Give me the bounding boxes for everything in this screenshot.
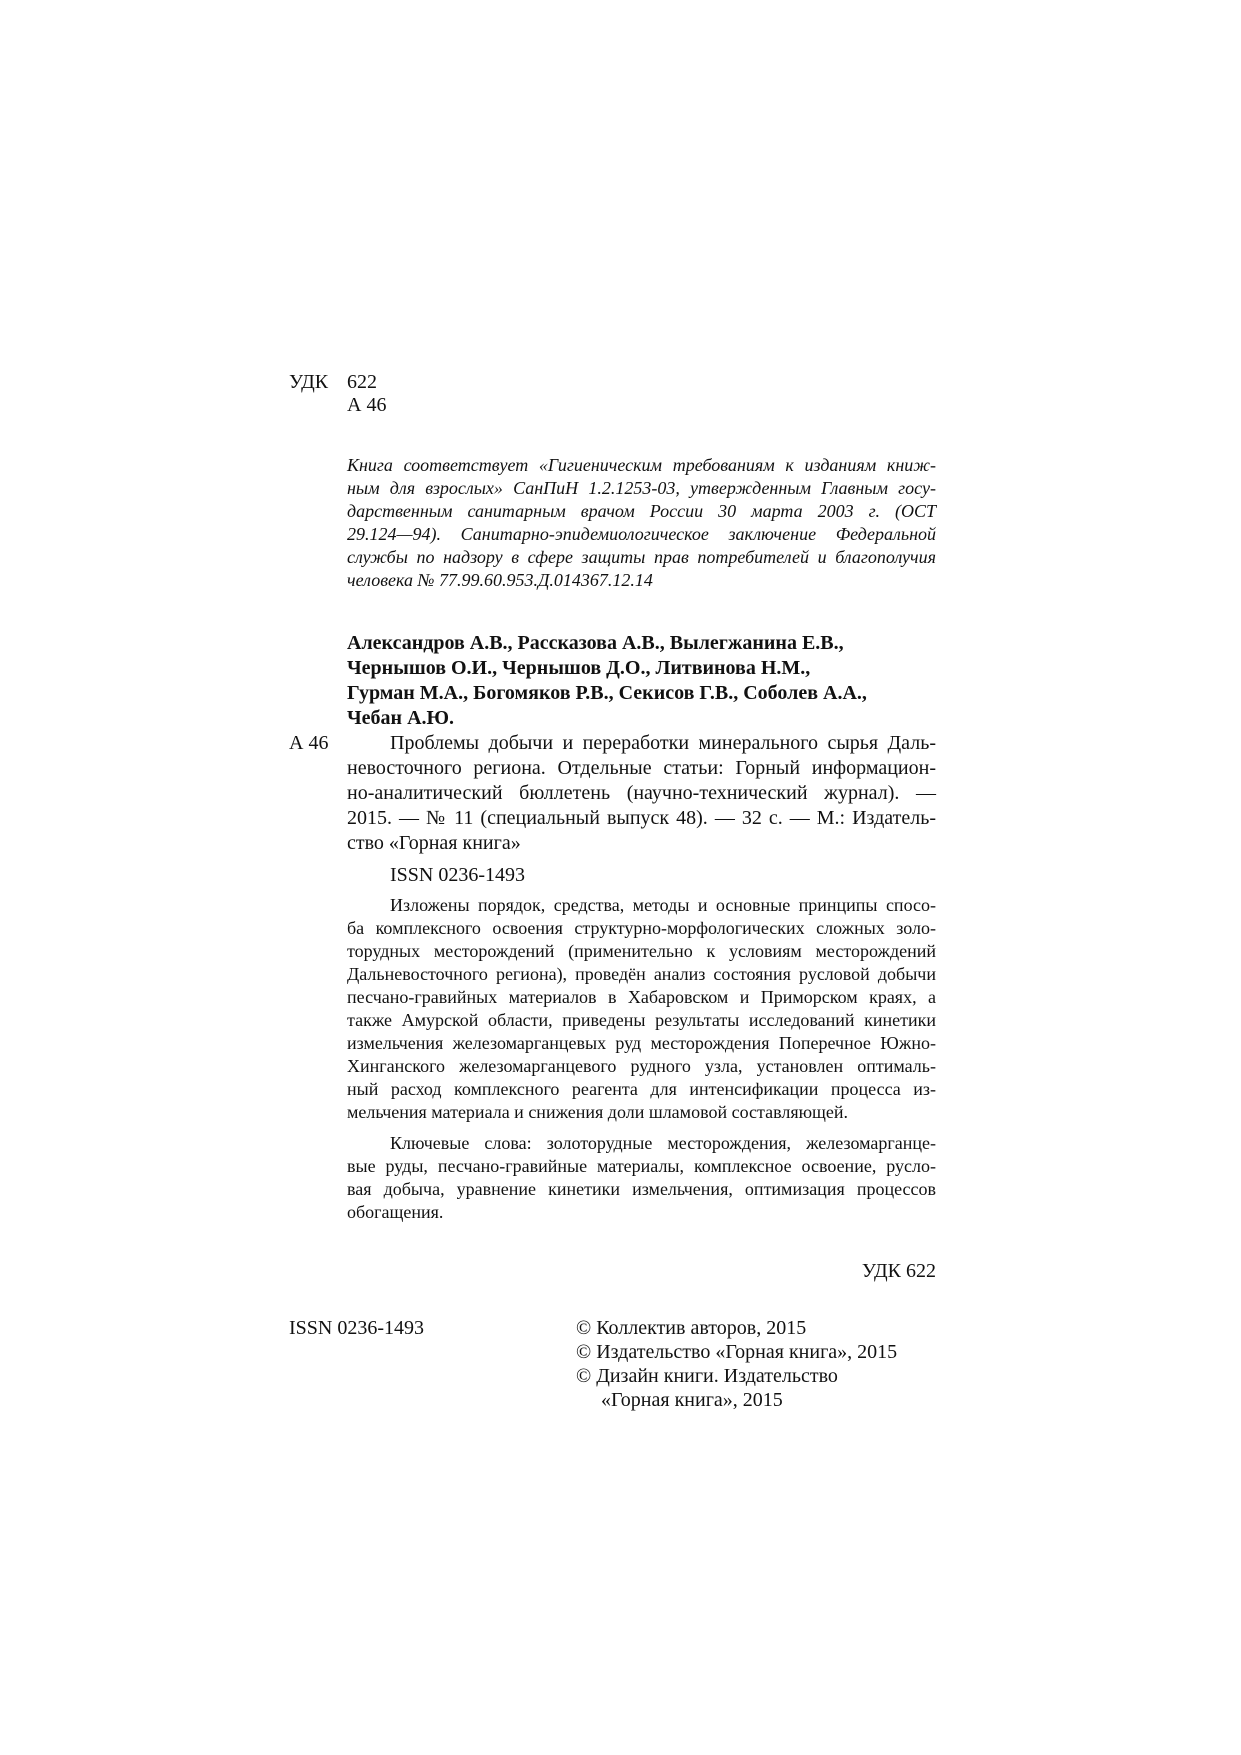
keywords-line: обогащения.	[347, 1202, 444, 1222]
authors-line: Александров А.В., Рассказова А.В., Вылегжанина Е.В.,	[347, 632, 844, 654]
udk-code: 622	[347, 371, 377, 393]
entry-title-line: ство «Горная книга»	[347, 832, 521, 854]
sanpin-line: человека № 77.99.60.953.Д.014367.12.14	[347, 570, 653, 590]
keywords-line: вые руды, песчано-гравийные материалы, комплексное освоение, русло-	[347, 1156, 936, 1176]
copyright-line: © Дизайн книги. Издательство	[576, 1365, 838, 1387]
keywords-line: вая добыча, уравнение кинетики измельчения, оптимизация процессов	[347, 1179, 936, 1199]
sanpin-line: Книга соответствует «Гигиеническим требованиям к изданиям книж-	[347, 455, 936, 475]
sanpin-line: ным для взрослых» СанПиН 1.2.1253-03, утвержденным Главным госу-	[347, 478, 936, 498]
authors-line: Чернышов О.И., Чернышов Д.О., Литвинова Н.М.,	[347, 657, 811, 679]
abstract-line: Изложены порядок, средства, методы и основные принципы спосо-	[390, 895, 936, 915]
authors-line: Чебан А.Ю.	[347, 707, 455, 729]
sanpin-line: 29.124—94). Санитарно-эпидемиологическое заключение Федеральной	[347, 524, 936, 544]
copyright-line: © Издательство «Горная книга», 2015	[576, 1341, 898, 1363]
abstract-line: измельчения железомарганцевых руд месторождения Поперечное Южно-	[347, 1033, 936, 1053]
abstract-line: песчано-гравийных материалов в Хабаровском и Приморском краях, а	[347, 987, 936, 1007]
udk-label: УДК	[289, 371, 329, 393]
abstract-line: торудных месторождений (применительно к условиям месторождений	[347, 941, 936, 961]
copyright-line: «Горная книга», 2015	[601, 1389, 783, 1411]
abstract-line: также Амурской области, приведены результаты исследований кинетики	[347, 1010, 936, 1030]
abstract-line: Хинганского железомарганцевого рудного узла, установлен оптималь-	[347, 1056, 936, 1076]
abstract-line: ный расход комплексного реагента для интенсификации процесса из-	[347, 1079, 936, 1099]
entry-title-line: 2015. — № 11 (специальный выпуск 48). — 32 с. — М.: Издатель-	[347, 807, 936, 829]
sanpin-line: дарственным санитарным врачом России 30 марта 2003 г. (ОСТ	[347, 501, 936, 521]
entry-title-line: но-аналитический бюллетень (научно-технический журнал). —	[347, 782, 936, 804]
keywords-line: Ключевые слова: золоторудные месторождения, железомарганце-	[390, 1133, 936, 1153]
udk-right: УДК 622	[861, 1260, 936, 1282]
abstract-line: мельчения материала и снижения доли шламовой составляющей.	[347, 1102, 849, 1122]
library-index: А 46	[347, 394, 387, 416]
copyright-line: © Коллектив авторов, 2015	[576, 1317, 807, 1339]
abstract-line: ба комплексного освоения структурно-морфологических сложных золо-	[347, 918, 936, 938]
entry-issn: ISSN 0236-1493	[390, 864, 526, 886]
abstract-line: Дальневосточного региона), проведён анализ состояния русловой добычи	[347, 964, 936, 984]
entry-title-line: Проблемы добычи и переработки минерального сырья Даль-	[390, 732, 936, 754]
footer-issn: ISSN 0236-1493	[289, 1317, 425, 1339]
sanpin-line: службы по надзору в сфере защиты прав потребителей и благополучия	[347, 547, 936, 567]
entry-title-line: невосточного региона. Отдельные статьи: Горный информацион-	[347, 757, 936, 779]
entry-index: А 46	[289, 732, 329, 754]
authors-line: Гурман М.А., Богомяков Р.В., Секисов Г.В., Соболев А.А.,	[347, 682, 867, 704]
